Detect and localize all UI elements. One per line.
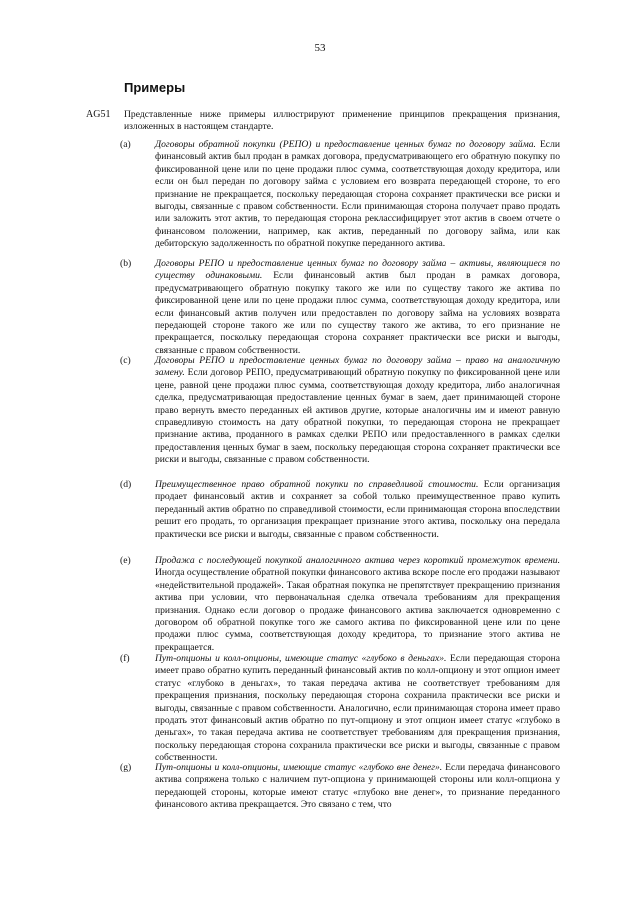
example-item-f bbox=[120, 653, 561, 765]
item-title: Продажа с последующей покупкой аналогичного актива через короткий промежуток времени. bbox=[155, 555, 560, 566]
item-label: (g) bbox=[120, 762, 132, 773]
page-number: 53 bbox=[314, 42, 326, 54]
item-body bbox=[155, 139, 560, 251]
item-body bbox=[155, 555, 560, 654]
item-title: Договоры РЕПО и предоставление ценных бумаг по договору займа – право на аналогичную замену. bbox=[155, 355, 560, 379]
item-title: Договоры обратной покупки (РЕПО) и предоставление ценных бумаг по договору займа. bbox=[155, 139, 536, 150]
item-text: Если финансовый актив был продан в рамках договора, предусматривающего обратную покупку такого же или по существу такого же актива по фиксированной цене или по цене продажи плюс сумма, соответствующая доходу кредитора, или если финансовый актив получен или предоставлен по договору займа на условиях возврата передающей стороне такого же или по существу такого же актива, то его признание не прекращается, поскольку передающая сторона сохраняет практически все риски и выгоды, связанные с правом собственности. bbox=[155, 270, 560, 356]
item-label: (f) bbox=[120, 653, 130, 664]
item-label: (a) bbox=[120, 139, 131, 150]
paragraph-intro: Представленные ниже примеры иллюстрируют применение принципов прекращения признания, изложенных в настоящем стандарте. bbox=[124, 109, 560, 133]
item-label: (d) bbox=[120, 479, 132, 490]
item-text: Иногда осуществление обратной покупки финансового актива вскоре после его продажи называют «недействительной продажей». Такая обратная покупка не препятствует прекращению признания актива при условии, что первоначальная сделка отвечала требованиям для прекращения признания. Однако если договор о продаже финансового актива заключается одновременно с договором об обратной покупке того же самого актива по фиксированной цене или по цене продажи плюс сумма, соответствующая доходу кредитора, то признание этого актива не прекращается. bbox=[155, 567, 560, 653]
item-label: (b) bbox=[120, 258, 132, 269]
item-body bbox=[155, 479, 560, 541]
example-item-c bbox=[120, 355, 560, 467]
item-title: Преимущественное право обратной покупки по справедливой стоимости. bbox=[155, 479, 479, 490]
example-item-b bbox=[120, 258, 560, 357]
item-text: Если организация продает финансовый актив и сохраняет за собой только преимущественное право купить переданный актив обратно по справедливой стоимости, если принимающая сторона впоследствии решит его продать, то организация прекращает признание этого актива, поскольку она передала практически все риски и выгоды, связанные с правом собственности. bbox=[155, 479, 561, 540]
item-label: (e) bbox=[120, 555, 131, 566]
item-label: (c) bbox=[120, 355, 131, 366]
example-item-a bbox=[120, 139, 560, 251]
item-body bbox=[155, 258, 560, 357]
item-body bbox=[155, 762, 560, 812]
item-text: Если передача финансового актива сопряжена только с наличием пут-опциона у принимающей стороны или колл-опциона у передающей стороны, которые имеют статус «глубоко вне денег», то признание переданного финансового актива прекращается. Это связано с тем, что bbox=[155, 762, 560, 811]
section-heading: Примеры bbox=[124, 80, 186, 95]
item-text: Если передающая сторона имеет право обратно купить переданный финансовый актив по колл-опциону и этот опцион имеет статус «глубоко в деньгах», то такая передача актива не соответствует требованиям для прекращения признания, поскольку передающая сторона сохранила практически все риски и выгоды, связанные с правом собственности. Аналогично, если принимающая сторона имеет право продать этот финансовый актив обратно по пут-опциону и этот опцион имеет статус «глубоко в деньгах», то такая передача актива не соответствует требованиям для прекращения признания, поскольку передающая сторона сохранила практически все риски и выгоды, связанные с правом собственности. bbox=[155, 653, 561, 764]
item-title: Пут-опционы и колл-опционы, имеющие статус «глубоко вне денег». bbox=[155, 762, 443, 773]
item-body bbox=[155, 653, 560, 765]
example-item-g bbox=[120, 762, 560, 812]
item-text: Если договор РЕПО, предусматривающий обратную покупку по фиксированной цене или цене, равной цене продажи плюс сумма, соответствующая доходу кредитора, либо аналогичная сделка, предусматривающая предоставление ценных бумаг в заем, дает принимающей стороне право вернуть вместо переданных ей активов другие, которые аналогичны им и имеют равную справедливую стоимость на дату обратной покупки, то передающая сторона не прекращает признание актива, проданного в рамках сделки РЕПО или предоставленного в рамках сделки предоставления ценных бумаг в заем, поскольку передающая сторона сохраняет практически все риски и выгоды, связанные с правом собственности. bbox=[155, 367, 560, 466]
item-title: Пут-опционы и колл-опционы, имеющие статус «глубоко в деньгах». bbox=[155, 653, 447, 664]
example-item-d bbox=[120, 479, 561, 541]
item-text: Если финансовый актив был продан в рамках договора, предусматривающего его обратную покупку по фиксированной цене или по цене продажи плюс сумма, соответствующая доходу кредитора, или если он был передан по договору займа с условием его возврата передающей стороне, то его признание не прекращается, поскольку передающая сторона сохраняет практически все риски и выгоды, связанные с правом собственности. Если принимающая сторона получает право продать или заложить этот актив, то передающая сторона реклассифицирует этот актив в своем отчете о финансовом положении, например, как актив, переданный по договору займа, или как дебиторскую задолженность по обратной покупке переданного актива. bbox=[155, 139, 560, 250]
item-body bbox=[155, 355, 560, 467]
example-item-e bbox=[120, 555, 560, 654]
paragraph-label: AG51 bbox=[86, 109, 111, 120]
item-title: Договоры РЕПО и предоставление ценных бумаг по договору займа – активы, являющиеся по существу одинаковыми. bbox=[155, 258, 560, 282]
